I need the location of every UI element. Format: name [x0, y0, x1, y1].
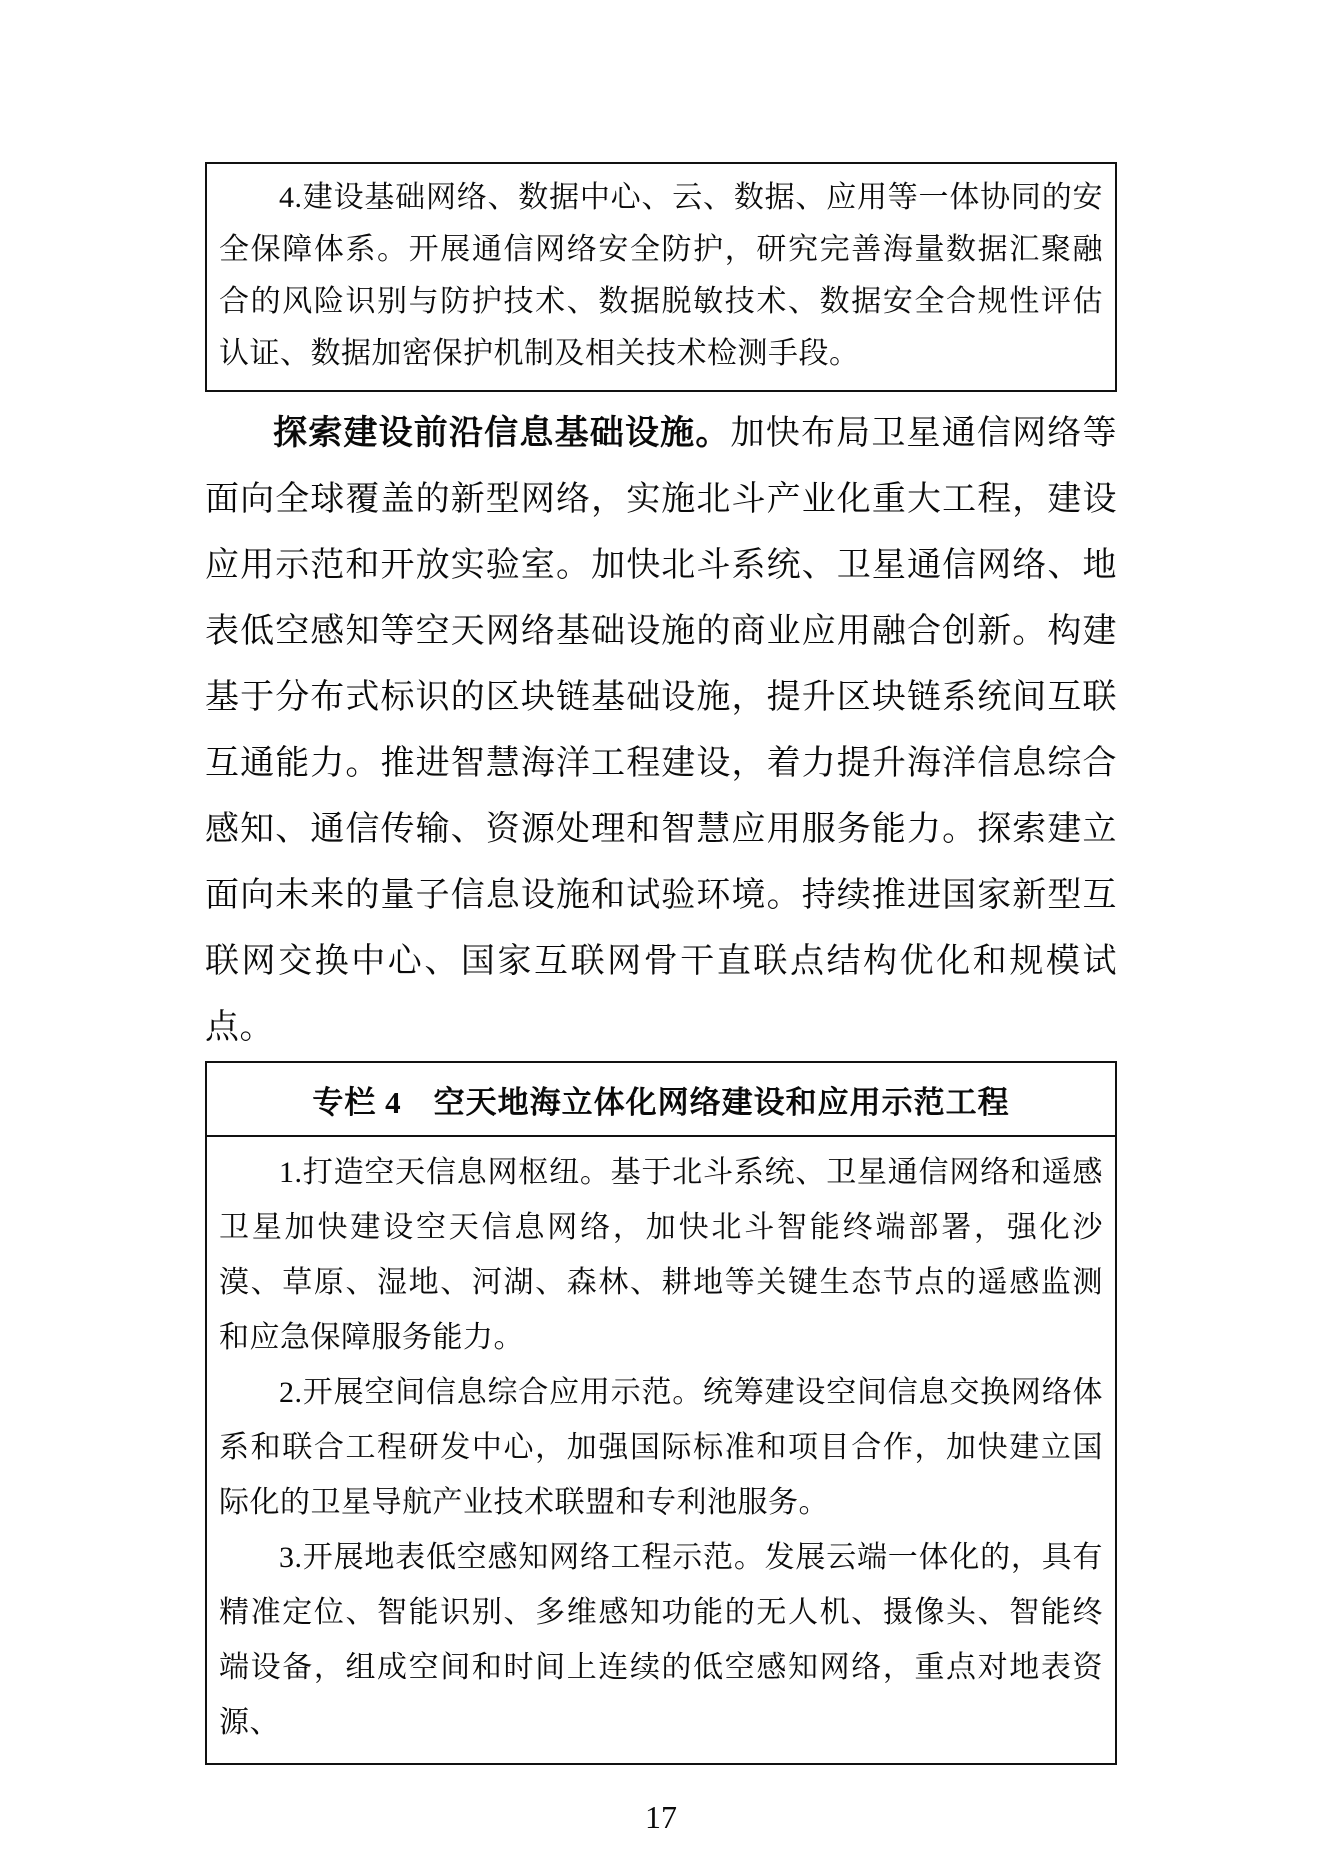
paragraph-bold-lead: 探索建设前沿信息基础设施。	[273, 415, 731, 452]
column4-item-3: 3.开展地表低空感知网络工程示范。发展云端一体化的，具有精准定位、智能识别、多维感知功能的无人机、摄像头、智能终端设备，组成空间和时间上连续的低空感知网络，重点对地表资源、	[219, 1541, 1103, 1739]
security-system-callout-box	[205, 162, 1117, 392]
security-system-text: 4.建设基础网络、数据中心、云、数据、应用等一体协同的安全保障体系。开展通信网络安全防护，研究完善海量数据汇聚融合的风险识别与防护技术、数据脱敏技术、数据安全合规性评估认证、数据加密保护机制及相关技术检测手段。	[219, 181, 1103, 370]
content-column	[205, 0, 1117, 1836]
column4-item-1: 1.打造空天信息网枢纽。基于北斗系统、卫星通信网络和遥感卫星加快建设空天信息网络，加快北斗智能终端部署，强化沙漠、草原、湿地、河湖、森林、耕地等关键生态节点的遥感监测和应急保障服务能力。	[219, 1156, 1103, 1354]
column4-body	[207, 1137, 1115, 1763]
column4-item-2: 2.开展空间信息综合应用示范。统筹建设空间信息交换网络体系和联合工程研发中心，加强国际标准和项目合作，加快建立国际化的卫星导航产业技术联盟和专利池服务。	[219, 1376, 1103, 1519]
column4-callout-box	[205, 1061, 1117, 1765]
paragraph-body-text: 加快布局卫星通信网络等面向全球覆盖的新型网络，实施北斗产业化重大工程，建设应用示范和开放实验室。加快北斗系统、卫星通信网络、地表低空感知等空天网络基础设施的商业应用融合创新。构建基于分布式标识的区块链基础设施，提升区块链系统间互联互通能力。推进智慧海洋工程建设，着力提升海洋信息综合感知、通信传输、资源处理和智慧应用服务能力。探索建立面向未来的量子信息设施和试验环境。持续推进国家新型互联网交换中心、国家互联网骨干直联点结构优化和规模试点。	[205, 415, 1118, 1046]
column4-title: 专栏 4 空天地海立体化网络建设和应用示范工程	[207, 1063, 1115, 1137]
page-number: 17	[645, 1799, 677, 1835]
frontier-infrastructure-paragraph	[205, 401, 1117, 1061]
